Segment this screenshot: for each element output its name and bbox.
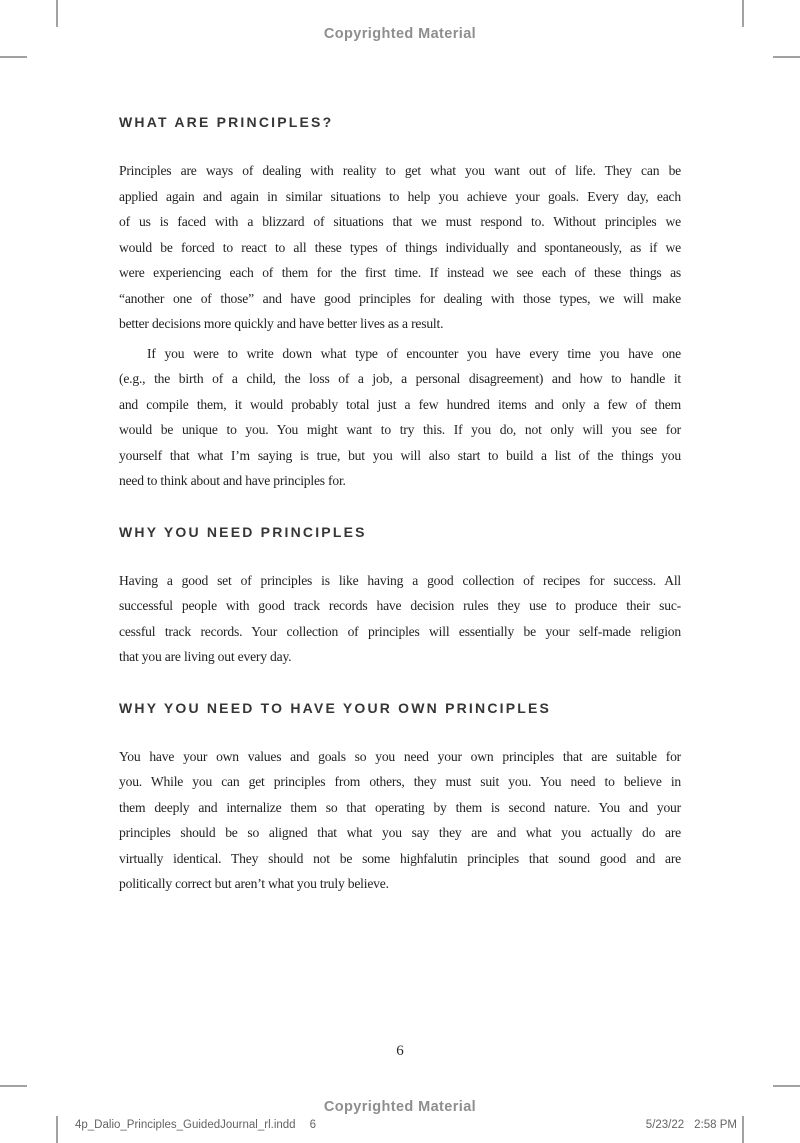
crop-mark-top-left-horizontal: [0, 56, 27, 58]
paragraph-line: Having a good set of principles is like having a good collection of recipes for success. All: [119, 572, 681, 588]
paragraph-line: would be unique to you. You might want to try this. If you do, not only will you see for: [119, 422, 681, 437]
bottom-copyright-watermark: Copyrighted Material: [323, 1099, 477, 1115]
paragraph-line: would be forced to react to all these types of things individually and spontaneously, as if we: [119, 239, 681, 255]
section-heading: WHY YOU NEED PRINCIPLES: [119, 523, 367, 540]
paragraph: [119, 568, 681, 670]
paragraph-line: and compile them, it would probably total just a few hundred items and only a few of them: [119, 396, 681, 412]
footer-slug: [75, 1119, 316, 1131]
footer-slug-page: 6: [309, 1119, 316, 1131]
paragraph-line: applied again and again in similar situations to help you achieve your goals. Every day, each: [119, 188, 681, 204]
crop-mark-bottom-right-vertical: [742, 1116, 744, 1143]
paragraph-line: Principles are ways of dealing with reality to get what you want out of life. They can be: [119, 163, 681, 178]
paragraph-line: “another one of those” and have good principles for dealing with those types, we will make: [119, 290, 681, 306]
paragraph-line: you. While you can get principles from others, they must suit you. You need to believe in: [119, 774, 681, 789]
paragraph: [119, 744, 681, 897]
footer-datetime: [646, 1119, 737, 1131]
footer-slug-filename: 4p_Dalio_Principles_GuidedJournal_rl.indd: [75, 1119, 296, 1131]
paragraph-line: of us is faced with a blizzard of situations that we must respond to. Without principles we: [119, 214, 681, 229]
paragraph-line: successful people with good track records have decision rules they use to produce their suc-: [119, 598, 681, 613]
paragraph-line: You have your own values and goals so you need your own principles that are suitable for: [119, 748, 681, 764]
paragraph-line: that you are living out every day.: [119, 649, 292, 664]
paragraph-line: need to think about and have principles for.: [119, 473, 346, 488]
footer-time: 2:58 PM: [694, 1119, 737, 1131]
page-body: [119, 0, 681, 897]
paragraph: [119, 341, 681, 494]
paragraph-line: politically correct but aren’t what you truly believe.: [119, 876, 389, 891]
crop-mark-top-right-vertical: [742, 0, 744, 27]
paragraph-line: principles should be so aligned that what you say they are and what you actually do are: [119, 825, 681, 840]
paragraph-line: were experiencing each of them for the first time. If instead we see each of these things as: [119, 265, 681, 280]
paragraph-line: virtually identical. They should not be some highfalutin principles that sound good and are: [119, 850, 681, 866]
paragraph: [119, 158, 681, 337]
paragraph-line: better decisions more quickly and have better lives as a result.: [119, 316, 444, 331]
paragraph-line: them deeply and internalize them so that operating by them is second nature. You and your: [119, 799, 681, 815]
section-heading: WHAT ARE PRINCIPLES?: [119, 114, 334, 130]
paragraph-line: If you were to write down what type of encounter you have every time you have one: [147, 345, 681, 361]
crop-mark-top-right-horizontal: [773, 56, 800, 58]
top-copyright-watermark: Copyrighted Material: [323, 26, 477, 42]
crop-mark-bottom-left-horizontal: [0, 1085, 27, 1087]
paragraph-line: (e.g., the birth of a child, the loss of a job, a personal disagreement) and how to handle it: [119, 371, 681, 386]
paragraph-line: cessful track records. Your collection of principles will essentially be your self-made religion: [119, 623, 681, 639]
section-heading: WHY YOU NEED TO HAVE YOUR OWN PRINCIPLES: [119, 699, 552, 716]
crop-mark-bottom-right-horizontal: [773, 1085, 800, 1087]
paragraph-line: yourself that what I’m saying is true, but you will also start to build a list of the things you: [119, 447, 681, 463]
footer-date: 5/23/22: [645, 1119, 685, 1131]
crop-mark-bottom-left-vertical: [56, 1116, 58, 1143]
page-number: 6: [396, 1043, 404, 1059]
crop-mark-top-left-vertical: [56, 0, 58, 27]
